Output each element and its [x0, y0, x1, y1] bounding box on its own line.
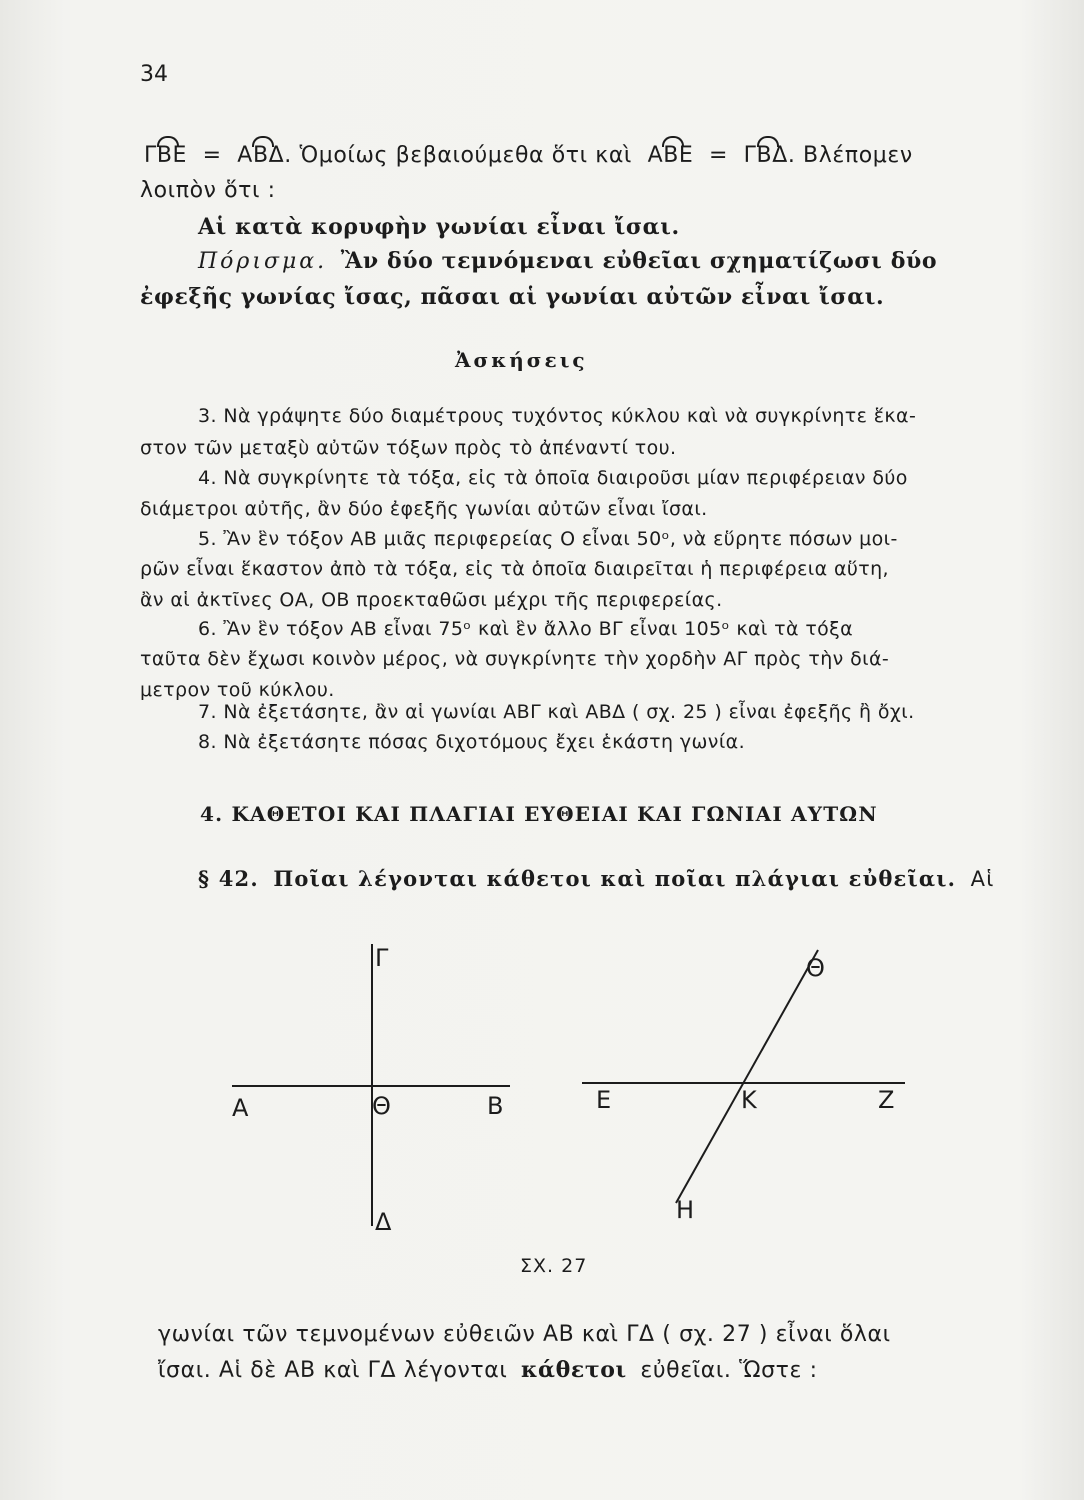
section-continuation: Αἱ [970, 867, 995, 891]
chapter-title: 4. ΚΑΘΕΤΟΙ ΚΑΙ ΠΛΑΓΙΑΙ ΕΥΘΕΙΑΙ ΚΑΙ ΓΩΝΙΑΙ ΑΥΤΩΝ [200, 802, 878, 826]
angle-gbd: ΓΒΔ [743, 143, 788, 168]
label-eta: Η [676, 1196, 695, 1224]
line-th [676, 950, 818, 1203]
label-epsilon: Ε [596, 1086, 612, 1114]
text-line: λοιπὸν ὅτι : [140, 178, 276, 203]
exercise-line: ταῦτα δὲν ἔχωσι κοινὸν μέρος, νὰ συγκρίνητε τὴν χορδὴν ΑΓ πρὸς τὴν διά- [140, 648, 890, 670]
section-number: § 42. [198, 866, 259, 891]
corollary-label: Πόρισμα. [198, 249, 328, 274]
exercises-heading: Ἀσκήσεις [455, 348, 588, 372]
text-line [158, 1357, 818, 1383]
exercise-line: μετρον τοῦ κύκλου. [140, 679, 335, 701]
text-span: ἴσαι. Αἱ δὲ ΑΒ καὶ ΓΔ λέγονται [158, 1358, 508, 1383]
angle-gbe: ΓΒΕ [144, 143, 188, 168]
exercise-line: στον τῶν μεταξὺ αὐτῶν τόξων πρὸς τὸ ἀπέναντί του. [140, 437, 677, 459]
exercise-line: 3. Νὰ γράψητε δύο διαμέτρους τυχόντος κύκλου καὶ νὰ συγκρίνητε ἕκα- [198, 405, 917, 427]
label-kappa: Κ [741, 1086, 757, 1114]
equals-sign: = [202, 143, 222, 168]
text-span: εὐθεῖαι. Ὥστε : [640, 1358, 818, 1383]
label-theta-2: Θ [806, 954, 825, 982]
label-delta: Δ [375, 1208, 392, 1236]
exercise-line: ἂν αἱ ἀκτῖνες ΟΑ, ΟΒ προεκταθῶσι μέχρι τῆς περιφερείας. [140, 589, 723, 611]
label-alpha: Α [232, 1094, 249, 1122]
label-zeta: Ζ [878, 1086, 895, 1114]
oblique-lines-diagram [582, 950, 905, 1224]
exercise-line: 4. Νὰ συγκρίνητε τὰ τόξα, εἰς τὰ ὁποῖα διαιροῦσι μίαν περιφέρειαν δύο [198, 467, 908, 489]
term-perpendicular: κάθετοι [520, 1357, 627, 1383]
exercise-line: 8. Νὰ ἐξετάσητε πόσας διχοτόμους ἔχει ἑκάστη γωνία. [198, 731, 746, 753]
label-beta: Β [487, 1092, 504, 1120]
exercise-line: διάμετροι αὐτῆς, ἂν δύο ἐφεξῆς γωνίαι αὐτῶν εἶναι ἴσαι. [140, 498, 708, 520]
perpendicular-lines-diagram [232, 944, 510, 1236]
corollary-text: Ἂν δύο τεμνόμεναι εὐθεῖαι σχηματίζωσι δύο [340, 248, 938, 274]
theorem-statement: Αἱ κατὰ κορυφὴν γωνίαι εἶναι ἴσαι. [198, 214, 680, 240]
corollary-text-continued: ἐφεξῆς γωνίας ἴσας, πᾶσαι αἱ γωνίαι αὐτῶν εἶναι ἴσαι. [140, 284, 885, 310]
exercise-line: 6. Ἂν ἓν τόξον ΑΒ εἶναι 75ᵒ καὶ ἓν ἄλλο ΒΓ εἶναι 105ᵒ καὶ τὰ τόξα [198, 618, 854, 640]
exercise-line: ρῶν εἶναι ἕκαστον ἀπὸ τὰ τόξα, εἰς τὰ ὁποῖα διαιρεῖται ἡ περιφέρεια αὕτη, [140, 558, 889, 580]
figure-caption: ΣΧ. 27 [520, 1255, 588, 1277]
line1-end-text: . Βλέπομεν [787, 143, 913, 168]
exercise-line: 5. Ἂν ἓν τόξον ΑΒ μιᾶς περιφερείας Ο εἶναι 50ᵒ, νὰ εὕρητε πόσων μοι- [198, 528, 898, 550]
equals-sign: = [709, 143, 729, 168]
label-theta: Θ [372, 1092, 391, 1120]
angle-abe: ΑΒΕ [647, 143, 694, 168]
page-number: 34 [140, 62, 168, 87]
label-gamma: Γ [375, 944, 389, 972]
section-title: Ποῖαι λέγονται κάθετοι καὶ ποῖαι πλάγιαι εὐθεῖαι. [273, 866, 957, 891]
exercise-line: 7. Νὰ ἐξετάσητε, ἂν αἱ γωνίαι ΑΒΓ καὶ ΑΒΔ ( σχ. 25 ) εἶναι ἐφεξῆς ἢ ὄχι. [198, 701, 915, 723]
text-line: γωνίαι τῶν τεμνομένων εὐθειῶν ΑΒ καὶ ΓΔ ( σχ. 27 ) εἶναι ὅλαι [158, 1322, 891, 1347]
angle-abd: ΑΒΔ [237, 143, 285, 168]
line1-middle-text: . Ὁμοίως βεβαιούμεθα ὅτι καὶ [284, 143, 632, 168]
